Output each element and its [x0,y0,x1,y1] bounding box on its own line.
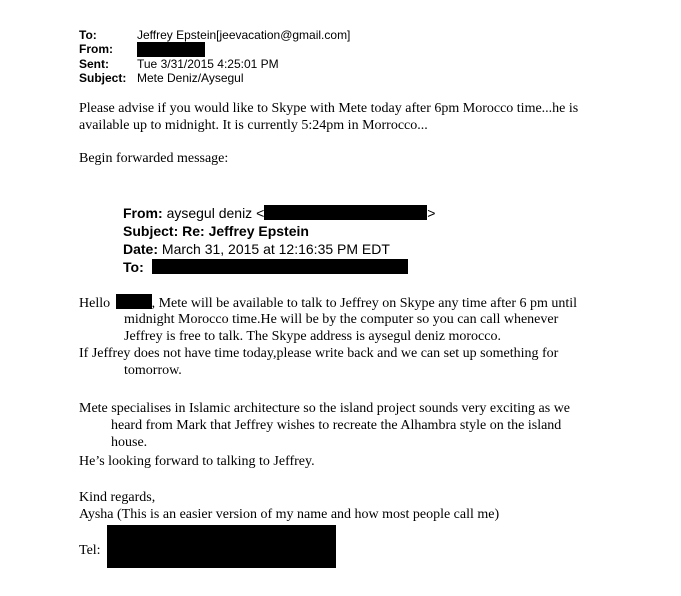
msg-line9: He’s looking forward to talking to Jeffrey. [79,454,315,469]
sent-value: Tue 3/31/2015 4:25:01 PM [137,57,279,71]
fwd-subject-value: Re: Jeffrey Epstein [182,223,309,239]
para1-line1: Please advise if you would like to Skype with Mete today after 6pm Morocco time...he is [79,101,579,116]
subject-row [79,71,350,85]
kind-regards: Kind regards, [79,490,156,505]
fwd-to-label: To: [123,259,144,275]
subject-value: Mete Deniz/Aysegul [137,71,244,85]
fwd-from-row [123,204,435,222]
from-row [79,42,350,57]
fwd-subject-row [123,222,435,240]
msg-line2: midnight Morocco time.He will be by the computer so you can call whenever [124,312,559,327]
msg-line4: If Jeffrey does not have time today,please write back and we can set up something for [79,346,559,361]
subject-label: Subject: [79,71,127,85]
fwd-date-label: Date: [123,241,159,257]
msg-line3: Jeffrey is free to talk. The Skype address is aysegul deniz morocco. [124,329,501,344]
fwd-subject-label: Subject: [123,223,179,239]
tel-row [79,542,101,559]
fwd-date-row [123,240,435,258]
begin-forwarded: Begin forwarded message: [79,151,229,166]
redaction-hello [116,294,152,309]
redaction-fwd-to [152,259,408,274]
sent-label: Sent: [79,57,109,71]
to-label: To: [79,28,97,42]
fwd-to-row [123,258,435,276]
sent-row [79,57,350,71]
forwarded-header [123,204,435,276]
redaction-fwd-from [264,205,427,220]
signature: Aysha (This is an easier version of my name and how most people call me) [79,507,500,522]
redaction-from [137,42,205,57]
hello-word: Hello [79,296,111,311]
fwd-from-value: aysegul deniz < [166,205,265,221]
msg-line1-text: , Mete will be available to talk to Jeffrey on Skype any time after 6 pm until [151,296,578,311]
msg-line5: tomorrow. [124,363,182,378]
to-row [79,28,350,42]
para1-line2: available up to midnight. It is currently 5:24pm in Morrocco... [79,118,428,133]
fwd-from-label: From: [123,205,163,221]
email-header [79,28,350,85]
fwd-from-tail: > [427,205,436,221]
msg-line1 [79,294,577,312]
to-value: Jeffrey Epstein[jeevacation@gmail.com] [137,28,351,42]
from-label: From: [79,42,113,56]
tel-label: Tel: [79,543,101,558]
msg-line7: heard from Mark that Jeffrey wishes to recreate the Alhambra style on the island [111,418,562,433]
msg-line6: Mete specialises in Islamic architecture so the island project sounds very exciting as we [79,401,571,416]
redaction-tel [107,525,336,568]
msg-line8: house. [111,435,148,450]
fwd-date-value: March 31, 2015 at 12:16:35 PM EDT [161,241,390,257]
